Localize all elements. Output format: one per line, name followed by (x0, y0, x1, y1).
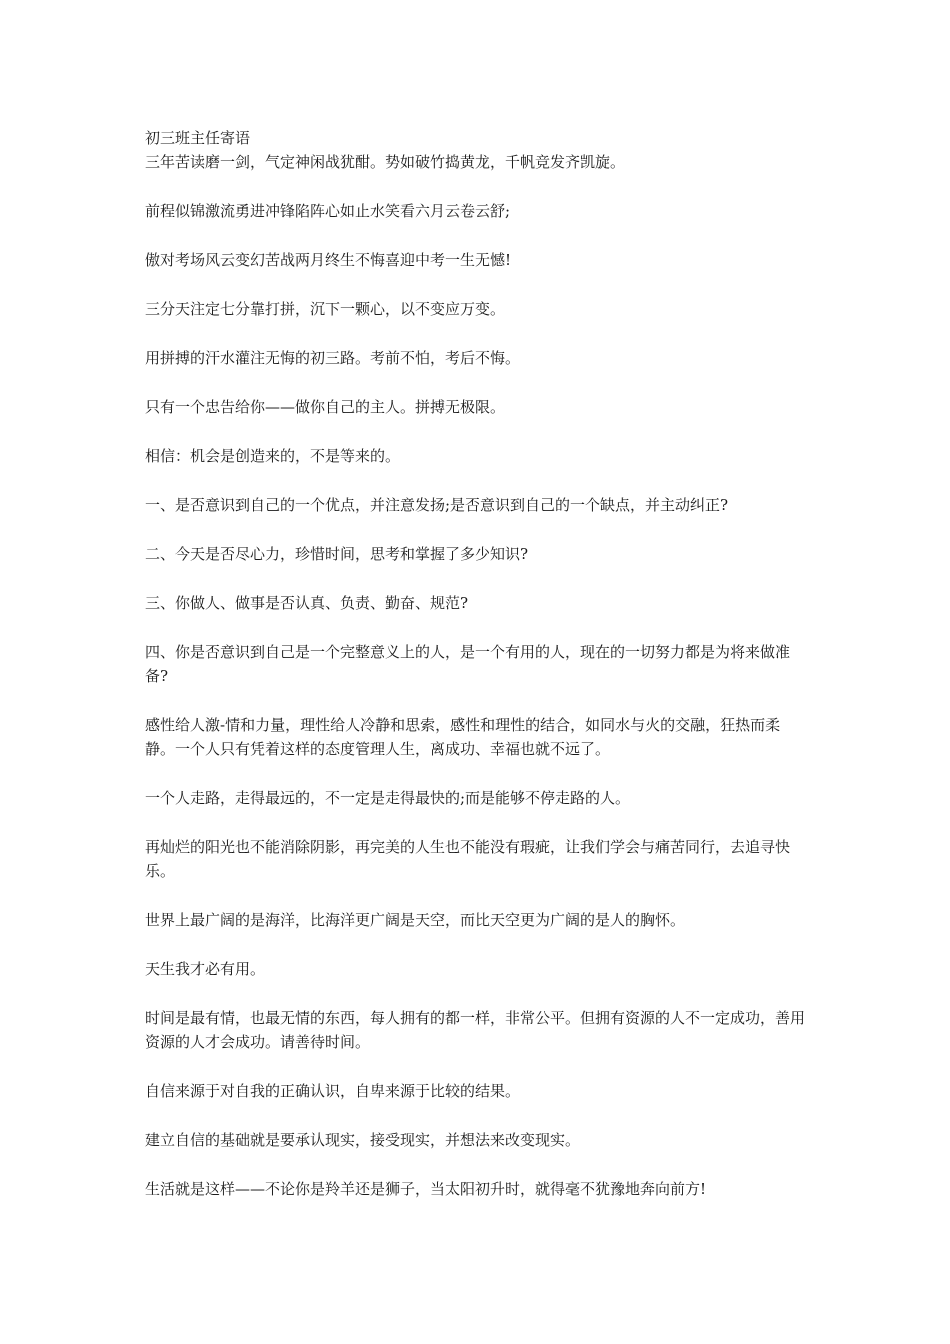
paragraph: 相信：机会是创造来的，不是等来的。 (145, 447, 401, 465)
paragraph: 自信来源于对自我的正确认识，自卑来源于比较的结果。 (145, 1082, 521, 1100)
paragraph: 四、你是否意识到自己是一个完整意义上的人，是一个有用的人，现在的一切努力都是为将来做准备? (145, 643, 791, 685)
document-title: 初三班主任寄语 (145, 129, 251, 147)
paragraph: 时间是最有情，也最无情的东西，每人拥有的都一样，非常公平。但拥有资源的人不一定成功，善用资源的人才会成功。请善待时间。 (145, 1009, 806, 1051)
paragraph: 二、今天是否尽心力，珍惜时间，思考和掌握了多少知识? (145, 545, 529, 563)
paragraph: 三年苦读磨一剑，气定神闲战犹酣。势如破竹捣黄龙，千帆竞发齐凯旋。 (145, 153, 626, 171)
paragraph: 再灿烂的阳光也不能消除阴影，再完美的人生也不能没有瑕疵，让我们学会与痛苦同行，去追寻快乐。 (145, 838, 791, 880)
paragraph: 前程似锦激流勇进冲锋陷阵心如止水笑看六月云卷云舒; (145, 202, 511, 220)
paragraph: 世界上最广阔的是海洋，比海洋更广阔是天空，而比天空更为广阔的是人的胸怀。 (145, 911, 686, 929)
paragraph: 三分天注定七分靠打拼，沉下一颗心，以不变应万变。 (145, 300, 506, 318)
paragraph: 用拼搏的汗水灌注无悔的初三路。考前不怕，考后不悔。 (145, 349, 521, 367)
paragraph: 感性给人激-情和力量，理性给人冷静和思索，感性和理性的结合，如同水与火的交融，狂热而柔静。一个人只有凭着这样的态度管理人生，离成功、幸福也就不远了。 (145, 716, 781, 758)
paragraph: 生活就是这样——不论你是羚羊还是狮子，当太阳初升时，就得毫不犹豫地奔向前方! (145, 1180, 707, 1198)
paragraph: 只有一个忠告给你——做你自己的主人。拼搏无极限。 (145, 398, 506, 416)
paragraph: 三、你做人、做事是否认真、负责、勤奋、规范? (145, 594, 469, 612)
paragraph: 一、是否意识到自己的一个优点，并注意发扬;是否意识到自己的一个缺点，并主动纠正? (145, 496, 729, 514)
document-page (145, 126, 810, 1226)
paragraph: 建立自信的基础就是要承认现实，接受现实，并想法来改变现实。 (145, 1131, 581, 1149)
paragraph: 一个人走路，走得最远的，不一定是走得最快的;而是能够不停走路的人。 (145, 789, 631, 807)
paragraph: 傲对考场风云变幻苦战两月终生不悔喜迎中考一生无憾! (145, 251, 512, 269)
paragraph: 天生我才必有用。 (145, 960, 266, 978)
